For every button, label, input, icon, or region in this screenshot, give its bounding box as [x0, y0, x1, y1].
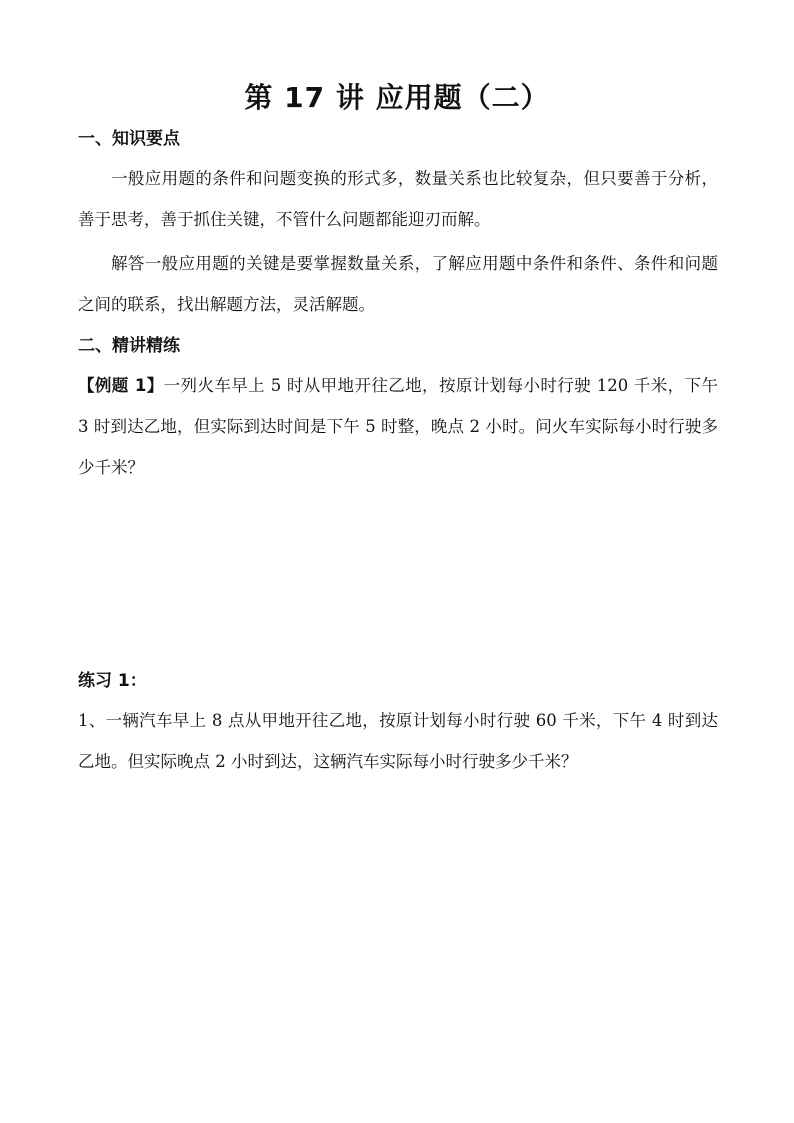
section-heading-practice: 二、精讲精练	[78, 336, 180, 356]
practice-1-heading: 练习 1：	[78, 671, 147, 691]
example-1-text: 一列火车早上 5 时从甲地开往乙地，按原计划每小时行驶 120 千米，下午 3 时到达乙地，但实际到达时间是下午 5 时整，晚点 2 小时。问火车实际每小时行驶多少千米？	[78, 376, 718, 477]
page-title: 第 17 讲 应用题（二）	[244, 81, 550, 114]
practice-1-item-1: 1、一辆汽车早上 8 点从甲地开往乙地，按原计划每小时行驶 60 千米，下午 4 时到达乙地。但实际晚点 2 小时到达，这辆汽车实际每小时行驶多少千米？	[78, 711, 718, 771]
example-1-label: 【例题 1】	[78, 376, 164, 395]
knowledge-paragraph-2: 解答一般应用题的关键是要掌握数量关系，了解应用题中条件和条件、条件和问题之间的联系，找出解题方法，灵活解题。	[78, 254, 718, 314]
example-1	[78, 365, 718, 488]
section-heading-knowledge: 一、知识要点	[78, 129, 180, 149]
knowledge-paragraph-1: 一般应用题的条件和问题变换的形式多，数量关系也比较复杂，但只要善于分析，善于思考，善于抓住关键，不管什么问题都能迎刃而解。	[78, 169, 718, 229]
